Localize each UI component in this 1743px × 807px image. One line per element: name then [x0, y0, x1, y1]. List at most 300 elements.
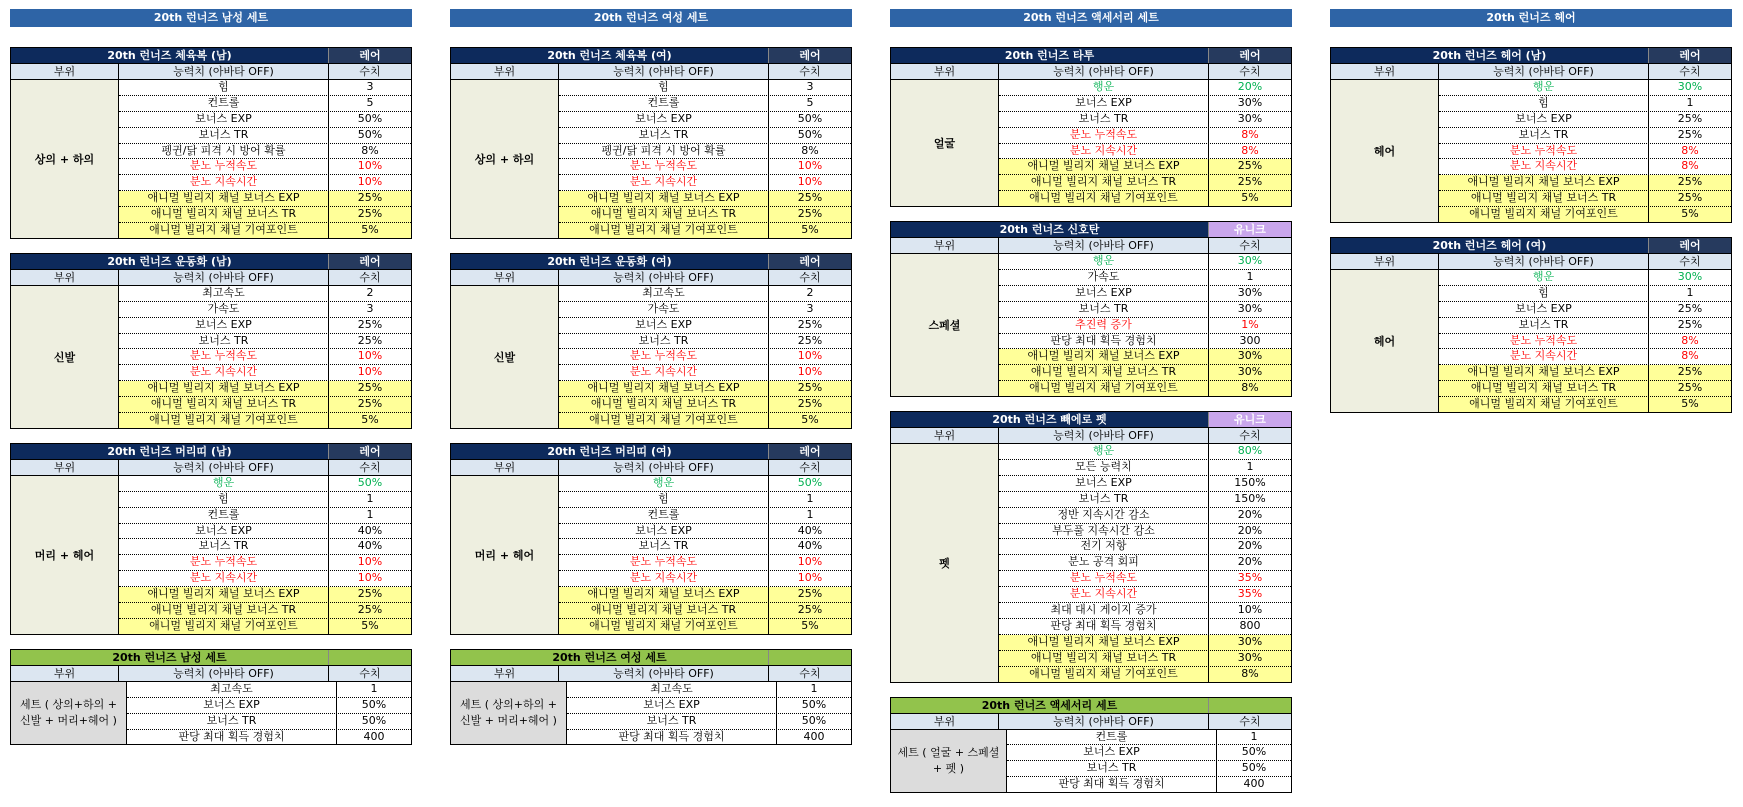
stat-name: 애니멀 빌리지 채널 보너스 EXP [119, 381, 329, 396]
stat-column-header: 능력치 (아바타 OFF) [559, 64, 769, 79]
item-title: 20th 런너즈 체육복 (여) [451, 48, 769, 63]
stat-name: 행운 [999, 80, 1209, 95]
stat-column-header: 능력치 (아바타 OFF) [1439, 254, 1649, 269]
stat-name: 애니멀 빌리지 채널 보너스 EXP [999, 635, 1209, 650]
table-row [119, 286, 411, 302]
stat-name: 분노 누적속도 [119, 159, 329, 174]
item-stat-table [450, 443, 852, 635]
stat-rows [999, 444, 1291, 681]
stat-name: 힘 [119, 80, 329, 95]
stat-name: 컨트롤 [119, 508, 329, 523]
table-row [1439, 191, 1731, 207]
stat-value: 20% [1237, 80, 1263, 93]
part-cell: 스페셜 [891, 254, 999, 396]
stat-value: 8% [1241, 381, 1259, 395]
table-row [119, 619, 411, 634]
item-title: 20th 런너즈 타투 [891, 48, 1209, 63]
part-cell: 머리 + 헤어 [11, 476, 119, 634]
table-title-row [891, 412, 1291, 427]
stat-name: 가속도 [119, 302, 329, 317]
stat-name: 판당 최대 획득 경험치 [567, 730, 777, 745]
table-row [559, 96, 851, 112]
stat-value: 30% [1237, 111, 1263, 125]
stat-name: 분노 지속시간 [119, 571, 329, 586]
stat-value: 8% [1681, 333, 1699, 347]
column-header-row [1331, 253, 1731, 270]
table-row [1007, 730, 1291, 746]
stat-name: 애니멀 빌리지 채널 보너스 TR [999, 651, 1209, 666]
stat-name: 보너스 EXP [999, 476, 1209, 491]
table-row [119, 365, 411, 381]
table-body [11, 286, 411, 428]
column-header-row [1331, 63, 1731, 80]
part-column-header: 부위 [891, 64, 999, 79]
stat-rows [1439, 80, 1731, 222]
table-row [559, 476, 851, 492]
table-row [999, 444, 1291, 460]
stat-name: 보너스 EXP [119, 112, 329, 127]
stat-name: 힘 [119, 492, 329, 507]
stat-name: 애니멀 빌리지 채널 기여포인트 [119, 223, 329, 238]
table-row [1439, 381, 1731, 397]
table-title-row [891, 698, 1291, 713]
table-row [559, 80, 851, 96]
column-1 [450, 0, 852, 759]
stat-value: 40% [357, 539, 383, 553]
table-row [999, 365, 1291, 381]
part-cell: 펫 [891, 444, 999, 681]
stat-column-header: 능력치 (아바타 OFF) [559, 460, 769, 475]
stat-value: 3 [366, 301, 374, 315]
stat-name: 펭귄/닭 피격 시 방어 확률 [119, 144, 329, 159]
table-body [451, 476, 851, 634]
table-row [567, 714, 851, 730]
stat-value: 25% [1677, 111, 1703, 125]
stat-name: 보너스 TR [119, 128, 329, 143]
item-title: 20th 런너즈 액세서리 세트 [891, 698, 1209, 713]
table-row [119, 397, 411, 413]
stat-rows [559, 80, 851, 238]
stat-value: 1 [366, 507, 374, 521]
table-row [559, 508, 851, 524]
stat-value: 10% [357, 365, 383, 379]
column-2 [890, 0, 1292, 807]
stat-value: 30% [1677, 80, 1703, 93]
value-column-header: 수치 [1239, 65, 1261, 78]
part-column-header: 부위 [891, 238, 999, 253]
stat-name: 보너스 TR [999, 302, 1209, 317]
table-row [999, 539, 1291, 555]
table-row [999, 286, 1291, 302]
stat-name: 애니멀 빌리지 채널 기여포인트 [999, 381, 1209, 396]
table-row [999, 349, 1291, 365]
item-title: 20th 런너즈 빼에로 펫 [891, 412, 1209, 427]
table-row [119, 144, 411, 160]
stat-value: 10% [357, 175, 383, 189]
stat-name: 보너스 EXP [119, 318, 329, 333]
table-row [999, 96, 1291, 112]
stat-value: 5% [801, 618, 819, 632]
stat-value: 50% [797, 475, 823, 489]
table-row [119, 207, 411, 223]
table-body [451, 682, 851, 745]
stat-name: 가속도 [559, 302, 769, 317]
stat-name: 애니멀 빌리지 채널 보너스 EXP [119, 587, 329, 602]
stat-name: 애니멀 빌리지 채널 기여포인트 [559, 413, 769, 428]
table-row [999, 524, 1291, 540]
table-row [1439, 286, 1731, 302]
table-row [559, 175, 851, 191]
value-column-header: 수치 [359, 270, 381, 284]
stat-name: 보너스 EXP [567, 698, 777, 713]
table-row [119, 128, 411, 144]
stat-name: 분노 지속시간 [559, 571, 769, 586]
value-column-header: 수치 [1679, 65, 1701, 78]
stat-name: 분노 지속시간 [119, 175, 329, 190]
item-stat-table [450, 47, 852, 239]
stat-value: 25% [797, 191, 823, 205]
table-row [1439, 349, 1731, 365]
column-header-row [11, 459, 411, 476]
table-row [999, 334, 1291, 350]
stat-rows [119, 476, 411, 634]
rarity-badge: 유니크 [1209, 412, 1291, 427]
table-row [559, 413, 851, 428]
stat-name: 분노 지속시간 [999, 144, 1209, 159]
stat-name: 보너스 TR [999, 492, 1209, 507]
stat-value: 50% [361, 713, 387, 727]
part-cell: 신발 [11, 286, 119, 428]
stat-column-header: 능력치 (아바타 OFF) [999, 428, 1209, 443]
stat-name: 분노 누적속도 [559, 349, 769, 364]
table-row [1439, 96, 1731, 112]
stat-rows [1439, 270, 1731, 412]
table-body [1331, 270, 1731, 412]
stat-rows [119, 80, 411, 238]
stat-value: 5% [801, 223, 819, 237]
table-row [127, 714, 411, 730]
stat-name: 분노 누적속도 [559, 555, 769, 570]
table-title-row [451, 48, 851, 63]
stat-value: 5% [1241, 191, 1259, 205]
table-row [559, 302, 851, 318]
stat-value: 10% [357, 571, 383, 585]
item-title: 20th 런너즈 남성 세트 [11, 650, 329, 665]
stat-value: 2 [366, 285, 374, 299]
part-column-header: 부위 [11, 64, 119, 79]
table-row [119, 349, 411, 365]
stat-value: 5% [361, 618, 379, 632]
table-body [451, 286, 851, 428]
table-row [119, 96, 411, 112]
stat-name: 힘 [559, 80, 769, 95]
table-row [127, 698, 411, 714]
stat-name: 분노 공격 회피 [999, 555, 1209, 570]
part-cell: 얼굴 [891, 80, 999, 206]
column-header-row [891, 713, 1291, 730]
stat-value: 1 [810, 681, 818, 695]
column-header-row [451, 459, 851, 476]
stat-value: 30% [1237, 650, 1263, 664]
stat-name: 컨트롤 [119, 96, 329, 111]
table-title-row [891, 48, 1291, 63]
stat-value: 25% [1677, 191, 1703, 205]
column-header-row [11, 63, 411, 80]
item-title: 20th 런너즈 운동화 (여) [451, 254, 769, 269]
stat-value: 25% [797, 397, 823, 411]
table-row [119, 476, 411, 492]
stat-name: 분노 지속시간 [119, 365, 329, 380]
stat-value: 25% [357, 397, 383, 411]
stat-value: 10% [797, 365, 823, 379]
table-row [119, 413, 411, 428]
stat-value: 50% [1241, 745, 1267, 759]
stat-value: 1 [806, 491, 814, 505]
stat-value: 25% [1237, 159, 1263, 173]
stat-value: 50% [357, 127, 383, 141]
stat-value: 8% [1681, 159, 1699, 173]
stat-value: 20% [1237, 507, 1263, 521]
stat-name: 애니멀 빌리지 채널 보너스 TR [119, 397, 329, 412]
table-row [559, 397, 851, 413]
stat-name: 컨트롤 [559, 508, 769, 523]
stat-value: 1 [370, 681, 378, 695]
table-row [999, 159, 1291, 175]
table-title-row [451, 254, 851, 269]
table-row [559, 619, 851, 634]
part-cell: 헤어 [1331, 80, 1439, 222]
stat-name: 분노 누적속도 [1439, 334, 1649, 349]
stat-name: 애니멀 빌리지 채널 보너스 TR [1439, 191, 1649, 206]
table-title-row [451, 650, 851, 665]
part-cell: 상의 + 하의 [11, 80, 119, 238]
stat-name: 분노 누적속도 [119, 349, 329, 364]
table-row [119, 334, 411, 350]
table-row [127, 682, 411, 698]
stat-value: 1 [1250, 729, 1258, 743]
stat-value: 25% [1677, 317, 1703, 331]
stat-value: 1 [1686, 95, 1694, 109]
stat-value: 30% [1677, 270, 1703, 284]
table-row [119, 191, 411, 207]
part-column-header: 부위 [1331, 254, 1439, 269]
stat-value: 30% [1237, 95, 1263, 109]
stat-name: 분노 지속시간 [559, 365, 769, 380]
stat-value: 10% [797, 571, 823, 585]
stat-name: 판당 최대 획득 경험치 [1007, 777, 1217, 792]
table-row [559, 128, 851, 144]
table-row [119, 508, 411, 524]
table-row [1439, 128, 1731, 144]
stat-name: 보너스 TR [999, 112, 1209, 127]
stat-value: 5% [361, 413, 379, 427]
table-title-row [1331, 238, 1731, 253]
part-column-header: 부위 [451, 666, 559, 681]
part-cell: 세트 ( 상의+하의 + 신발 + 머리+헤어 ) [11, 682, 127, 745]
stat-value: 25% [357, 191, 383, 205]
table-row [1439, 80, 1731, 96]
stat-column-header: 능력치 (아바타 OFF) [999, 64, 1209, 79]
rarity-badge: 레어 [769, 254, 851, 269]
stat-name: 가속도 [999, 270, 1209, 285]
stat-column-header: 능력치 (아바타 OFF) [119, 666, 329, 681]
column-header-row [891, 237, 1291, 254]
stat-value: 300 [1239, 333, 1261, 347]
stat-name: 보너스 EXP [1007, 745, 1217, 760]
item-title: 20th 런너즈 신호탄 [891, 222, 1209, 237]
stat-value: 40% [797, 539, 823, 553]
stat-value: 50% [797, 127, 823, 141]
table-body [891, 254, 1291, 396]
stat-value: 400 [803, 729, 825, 743]
table-title-row [1331, 48, 1731, 63]
table-row [999, 112, 1291, 128]
set-bonus-table [450, 649, 852, 746]
stat-name: 분노 누적속도 [1439, 144, 1649, 159]
stat-name: 분노 누적속도 [999, 128, 1209, 143]
stat-name: 애니멀 빌리지 채널 보너스 EXP [559, 587, 769, 602]
stat-name: 애니멀 빌리지 채널 보너스 TR [119, 207, 329, 222]
item-stat-table [10, 253, 412, 429]
table-row [119, 587, 411, 603]
table-row [559, 334, 851, 350]
stat-name: 애니멀 빌리지 채널 보너스 EXP [559, 191, 769, 206]
stat-value: 8% [361, 143, 379, 157]
stat-value: 25% [1677, 365, 1703, 379]
stat-name: 펭귄/닭 피격 시 방어 확률 [559, 144, 769, 159]
stat-value: 8% [1681, 143, 1699, 157]
stat-value: 5% [1681, 207, 1699, 221]
stat-column-header: 능력치 (아바타 OFF) [559, 666, 769, 681]
rarity-badge: 레어 [329, 444, 411, 459]
stat-column-header: 능력치 (아바타 OFF) [559, 270, 769, 285]
rarity-badge: 레어 [1649, 238, 1731, 253]
table-row [999, 270, 1291, 286]
value-column-header: 수치 [799, 666, 821, 680]
stat-name: 애니멀 빌리지 채널 기여포인트 [119, 619, 329, 634]
stat-value: 10% [797, 349, 823, 363]
stat-name: 애니멀 빌리지 채널 보너스 TR [999, 365, 1209, 380]
table-title-row [11, 444, 411, 459]
table-row [1439, 318, 1731, 334]
stat-value: 10% [797, 555, 823, 569]
stat-name: 컨트롤 [559, 96, 769, 111]
stat-name: 애니멀 빌리지 채널 기여포인트 [999, 667, 1209, 682]
stat-value: 25% [357, 333, 383, 347]
column-header-row [891, 427, 1291, 444]
item-title: 20th 런너즈 헤어 (남) [1331, 48, 1649, 63]
stat-name: 부두풀 지속시간 감소 [999, 524, 1209, 539]
part-column-header: 부위 [451, 460, 559, 475]
value-column-header: 수치 [359, 666, 381, 680]
table-row [567, 698, 851, 714]
table-body [451, 80, 851, 238]
stat-name: 보너스 TR [559, 128, 769, 143]
stat-name: 보너스 TR [119, 334, 329, 349]
part-column-header: 부위 [1331, 64, 1439, 79]
part-column-header: 부위 [11, 666, 119, 681]
table-row [1439, 302, 1731, 318]
stat-name: 판당 최대 획득 경험치 [999, 334, 1209, 349]
table-row [999, 635, 1291, 651]
stat-name: 최고속도 [559, 286, 769, 301]
stat-value: 40% [797, 523, 823, 537]
table-row [559, 112, 851, 128]
table-row [1439, 397, 1731, 412]
stat-column-header: 능력치 (아바타 OFF) [1439, 64, 1649, 79]
stat-name: 보너스 EXP [127, 698, 337, 713]
stat-name: 애니멀 빌리지 채널 기여포인트 [1439, 397, 1649, 412]
table-row [999, 508, 1291, 524]
stat-name: 최고속도 [127, 682, 337, 697]
value-column-header: 수치 [799, 65, 821, 78]
stat-name: 판당 최대 획득 경험치 [999, 619, 1209, 634]
table-row [999, 381, 1291, 396]
stat-value: 30% [1237, 349, 1263, 363]
stat-name: 보너스 EXP [1439, 112, 1649, 127]
stat-value: 20% [1237, 555, 1263, 569]
stat-value: 10% [357, 349, 383, 363]
table-row [119, 524, 411, 540]
stat-name: 애니멀 빌리지 채널 기여포인트 [559, 223, 769, 238]
value-column-header: 수치 [1239, 239, 1261, 253]
rarity-badge: 레어 [329, 48, 411, 63]
stat-name: 행운 [1439, 80, 1649, 95]
stat-name: 정반 지속시간 감소 [999, 508, 1209, 523]
stat-name: 애니멀 빌리지 채널 보너스 TR [559, 397, 769, 412]
stat-name: 분노 지속시간 [999, 587, 1209, 602]
rarity-badge [769, 650, 851, 665]
part-column-header: 부위 [11, 460, 119, 475]
stat-value: 25% [797, 587, 823, 601]
stat-value: 25% [357, 381, 383, 395]
stat-name: 보너스 TR [1439, 128, 1649, 143]
stat-name: 애니멀 빌리지 채널 보너스 EXP [999, 159, 1209, 174]
stat-name: 분노 누적속도 [999, 571, 1209, 586]
value-column-header: 수치 [359, 460, 381, 474]
stat-value: 800 [1239, 618, 1261, 632]
stat-name: 분노 누적속도 [119, 555, 329, 570]
stat-value: 80% [1237, 444, 1263, 458]
stat-name: 최대 대시 게이지 증가 [999, 603, 1209, 618]
stat-value: 25% [1677, 175, 1703, 189]
stat-value: 25% [797, 333, 823, 347]
column-3 [1330, 0, 1732, 427]
part-column-header: 부위 [451, 270, 559, 285]
item-stat-table [10, 47, 412, 239]
table-row [119, 159, 411, 175]
table-row [999, 191, 1291, 206]
rarity-badge: 레어 [1649, 48, 1731, 63]
table-row [559, 571, 851, 587]
stat-name: 분노 누적속도 [559, 159, 769, 174]
table-row [999, 144, 1291, 160]
table-row [1439, 334, 1731, 350]
table-row [119, 571, 411, 587]
stat-column-header: 능력치 (아바타 OFF) [999, 238, 1209, 253]
value-column-header: 수치 [799, 460, 821, 474]
stat-value: 5% [801, 413, 819, 427]
stat-value: 30% [1237, 365, 1263, 379]
stat-value: 30% [1237, 301, 1263, 315]
item-stat-table [1330, 47, 1732, 223]
stat-value: 1% [1241, 317, 1259, 331]
stat-value: 150% [1234, 491, 1266, 505]
part-column-header: 부위 [891, 714, 999, 729]
value-column-header: 수치 [1239, 429, 1261, 443]
table-row [1439, 159, 1731, 175]
item-stat-table [450, 253, 852, 429]
